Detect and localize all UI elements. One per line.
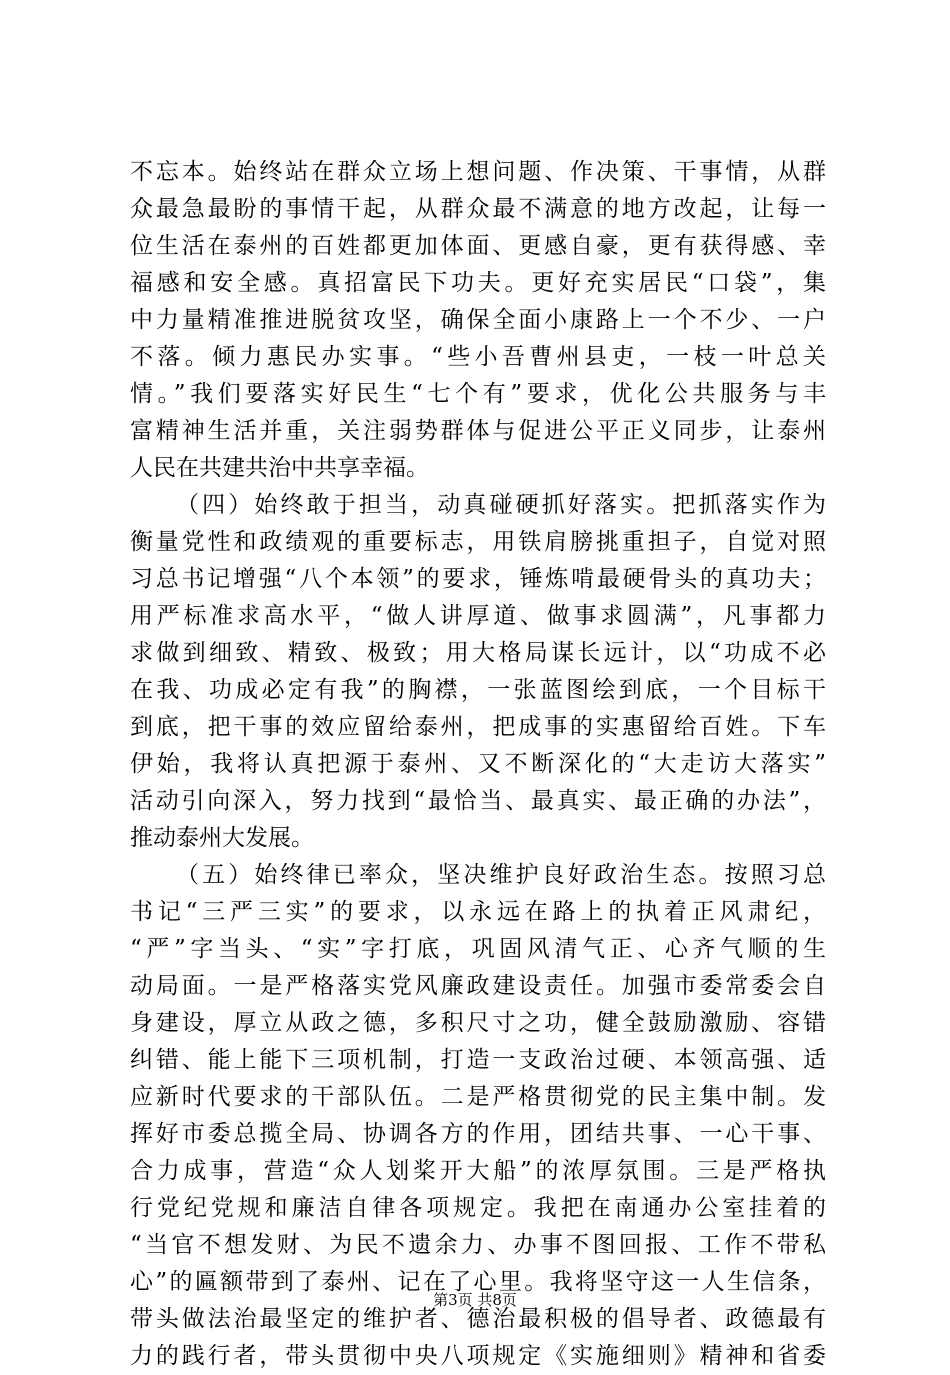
body-text	[130, 154, 826, 1375]
text-line: 中力量精准推进脱贫攻坚，确保全面小康路上一个不少、一户	[130, 307, 826, 333]
text-line: 合力成事，营造“众人划桨开大船”的浓厚氛围。三是严格执	[130, 1158, 826, 1184]
text-line: 动局面。一是严格落实党风廉政建设责任。加强市委常委会自	[130, 973, 826, 999]
text-line: （五）始终律已率众，坚决维护良好政治生态。按照习总	[176, 862, 826, 888]
text-line: 应新时代要求的干部队伍。二是严格贯彻党的民主集中制。发	[130, 1084, 826, 1110]
text-line: “当官不想发财、为民不遗余力、办事不图回报、工作不带私	[130, 1232, 826, 1258]
text-line: 活动引向深入，努力找到“最恰当、最真实、最正确的办法”，	[130, 788, 826, 814]
text-line: 在我、功成必定有我”的胸襟，一张蓝图绘到底，一个目标干	[130, 677, 826, 703]
text-line: 人民在共建共治中共享幸福。	[130, 455, 429, 481]
text-line: （四）始终敢于担当，动真碰硬抓好落实。把抓落实作为	[176, 492, 826, 518]
text-line: 不忘本。始终站在群众立场上想问题、作决策、干事情，从群	[130, 159, 826, 185]
text-line: 衡量党性和政绩观的重要标志，用铁肩膀挑重担子，自觉对照	[130, 529, 826, 555]
text-line: 挥好市委总揽全局、协调各方的作用，团结共事、一心干事、	[130, 1121, 826, 1147]
text-line: 福感和安全感。真招富民下功夫。更好充实居民“口袋”，集	[130, 270, 826, 296]
text-line: 用严标准求高水平，“做人讲厚道、做事求圆满”，凡事都力	[130, 603, 826, 629]
text-line: 纠错、能上能下三项机制，打造一支政治过硬、本领高强、适	[130, 1047, 826, 1073]
text-line: 情。”我们要落实好民生“七个有”要求，优化公共服务与丰	[130, 381, 826, 407]
text-line: 身建设，厚立从政之德，多积尺寸之功，健全鼓励激励、容错	[130, 1010, 826, 1036]
text-line: 带头做法治最坚定的维护者、德治最积极的倡导者、政德最有	[130, 1306, 826, 1332]
text-line: 求做到细致、精致、极致；用大格局谋长远计，以“功成不必	[130, 640, 826, 666]
text-line: 到底，把干事的效应留给泰州，把成事的实惠留给百姓。下车	[130, 714, 826, 740]
text-line: 伊始，我将认真把源于泰州、又不断深化的“大走访大落实”	[130, 751, 826, 777]
text-line: 推动泰州大发展。	[130, 825, 314, 851]
text-line: 位生活在泰州的百姓都更加体面、更感自豪，更有获得感、幸	[130, 233, 826, 259]
text-line: 书记“三严三实”的要求，以永远在路上的执着正风肃纪，	[130, 899, 826, 925]
text-line: 众最急最盼的事情干起，从群众最不满意的地方改起，让每一	[130, 196, 826, 222]
text-line: 力的践行者，带头贯彻中央八项规定《实施细则》精神和省委	[130, 1343, 826, 1369]
text-line: 心”的匾额带到了泰州、记在了心里。我将坚守这一人生信条，	[130, 1269, 826, 1295]
text-line: 习总书记增强“八个本领”的要求，锤炼啃最硬骨头的真功夫；	[130, 566, 826, 592]
text-line: “严”字当头、“实”字打底，巩固风清气正、心齐气顺的生	[130, 936, 826, 962]
text-line: 富精神生活并重，关注弱势群体与促进公平正义同步，让泰州	[130, 418, 826, 444]
page-footer: 第3页 共8页	[433, 1291, 517, 1309]
text-line: 行党纪党规和廉洁自律各项规定。我把在南通办公室挂着的	[130, 1195, 826, 1221]
text-line: 不落。倾力惠民办实事。“些小吾曹州县吏，一枝一叶总关	[130, 344, 826, 370]
